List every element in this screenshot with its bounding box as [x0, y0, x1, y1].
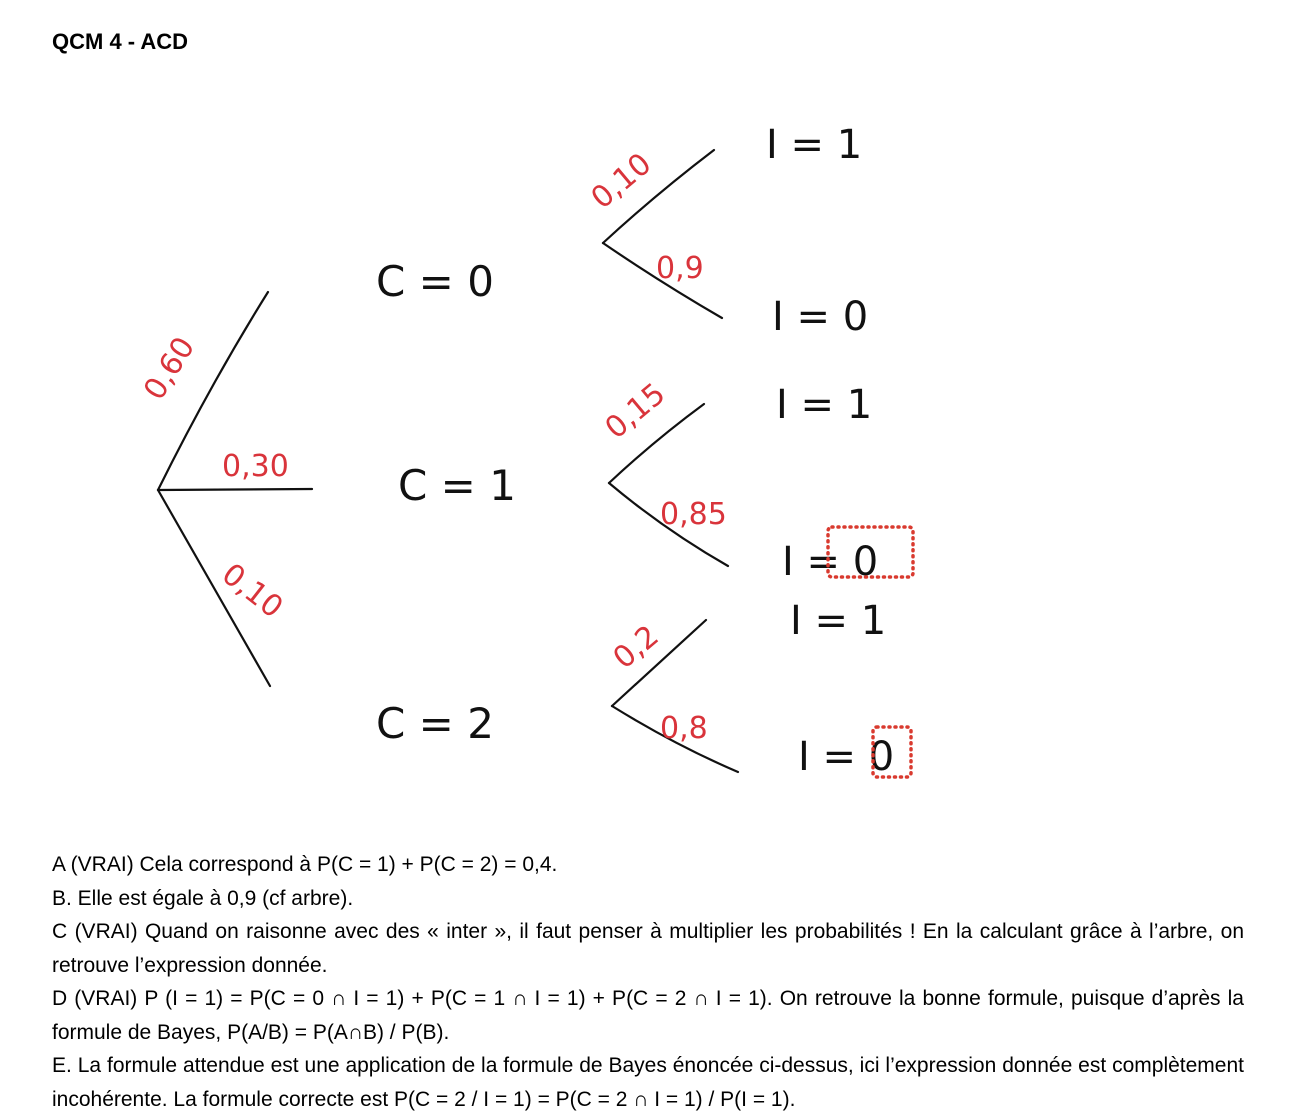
answer-c: C (VRAI) Quand on raisonne avec des « inter », il faut penser à multiplier les probabilités ! En la calculant grâce à l’arbre, on retrouve l’expression donnée.: [52, 920, 1244, 977]
outcome-label-c1-i1: I = 1: [776, 382, 873, 428]
outcome-label-c1-i0: I = 0: [782, 539, 879, 585]
answer-e: E. La formule attendue est une application de la formule de Bayes énoncée ci-dessus, ici l’expression donnée est complètement incohérente. La formule correcte est P(C = 2 / I = 1) = P(C = 2 ∩ I = 1) / P(I = 1).: [52, 1054, 1244, 1111]
outcome-label-c2-i1: I = 1: [790, 598, 887, 644]
prob-label-c0-i1: 0,10: [584, 146, 659, 217]
branch-c1: [158, 489, 312, 490]
page-title: QCM 4 - ACD: [52, 29, 189, 54]
prob-label-c2-i0: 0,8: [660, 711, 708, 746]
probability-labels: [137, 146, 727, 746]
prob-label-c1-i0: 0,85: [660, 497, 727, 532]
prob-label-c1: 0,30: [222, 449, 289, 484]
prob-label-c0: 0,60: [137, 331, 203, 407]
outcome-label-c0-i1: I = 1: [766, 122, 863, 168]
outcome-labels: [766, 122, 894, 780]
level-labels: [376, 257, 516, 748]
answer-b: B. Elle est égale à 0,9 (cf arbre).: [52, 886, 354, 910]
outcome-label-c0-i0: I = 0: [772, 294, 869, 340]
answer-d: D (VRAI) P (I = 1) = P(C = 0 ∩ I = 1) + P(C = 1 ∩ I = 1) + P(C = 2 ∩ I = 1). On retrouve la bonne formule, puisque d’après la formule de Bayes, P(A/B) = P(A∩B) / P(B).: [52, 987, 1244, 1044]
outcome-label-c2-i0: I = 0: [798, 734, 895, 780]
answer-a: A (VRAI) Cela correspond à P(C = 1) + P(C = 2) = 0,4.: [52, 853, 558, 876]
answer-explanations: [52, 848, 1244, 1116]
level-label-c1: C = 1: [398, 461, 516, 510]
prob-label-c0-i0: 0,9: [656, 251, 704, 286]
level-label-c0: C = 0: [376, 257, 494, 306]
level-label-c2: C = 2: [376, 699, 494, 748]
prob-label-c1-i1: 0,15: [598, 376, 673, 447]
prob-label-c2-i1: 0,2: [606, 618, 666, 677]
prob-label-c2: 0,10: [215, 556, 290, 626]
